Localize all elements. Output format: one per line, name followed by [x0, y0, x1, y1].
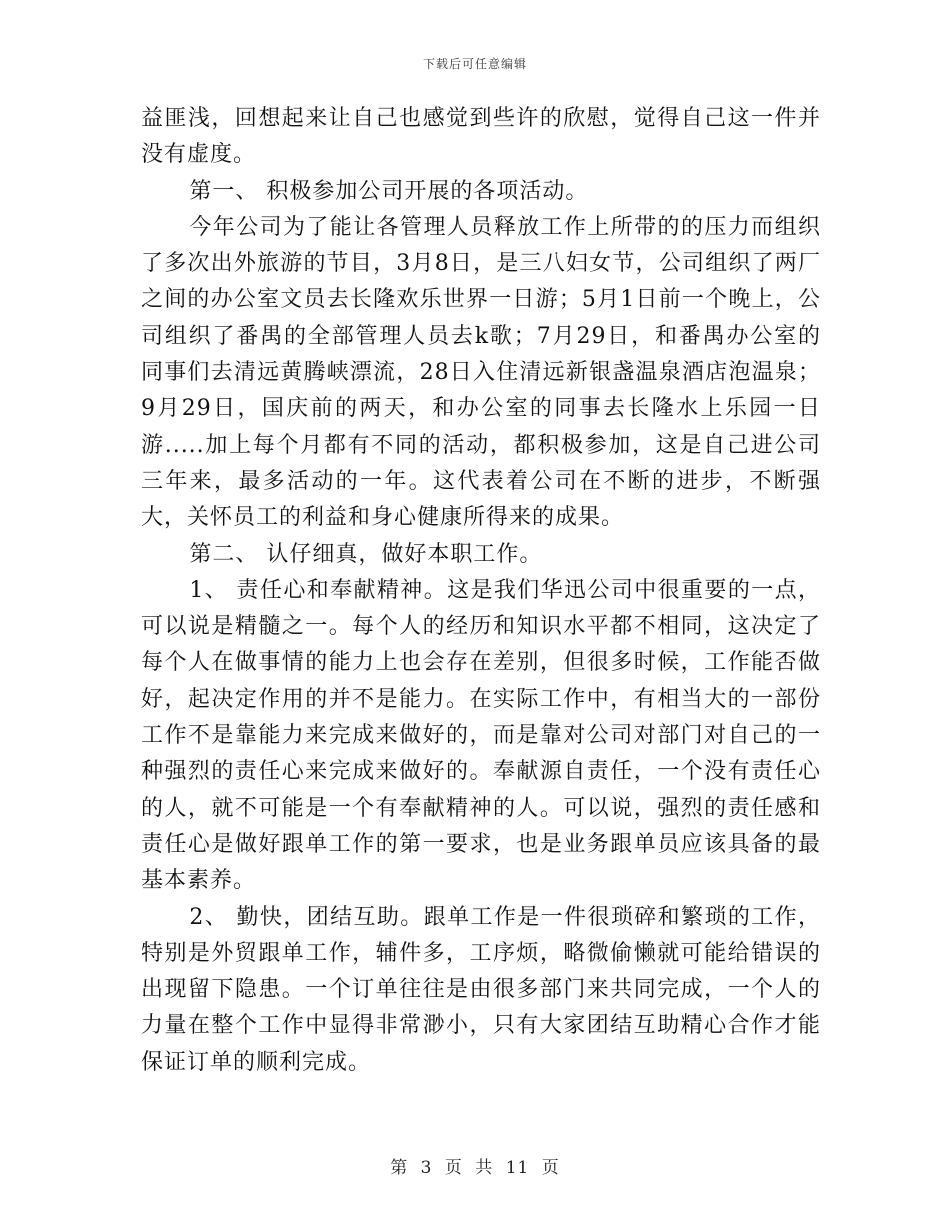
paragraph-activities: 今年公司为了能让各管理人员释放工作上所带的的压力而组织了多次出外旅游的节目，3月8日，是三八妇女节，公司组织了两厂之间的办公室文员去长隆欢乐世界一日游；5月1日前一个晚上，公司组织了番禺的全部管理人员去k歌；7月29日，和番禺办公室的同事们去清远黄腾峡漂流，28日入住清远新银盏温泉酒店泡温泉；9月29日，国庆前的两天，和办公室的同事去长隆水上乐园一日游.....加上每个月都有不同的活动，都积极参加，这是自己进公司三年来，最多活动的一年。这代表着公司在不断的进步，不断强大，关怀员工的利益和身心健康所得来的成果。: [141, 214, 821, 531]
section-heading-2: 第二、 认仔细真，做好本职工作。: [189, 541, 543, 567]
paragraph-responsibility: 1、 责任心和奉献精神。这是我们华迅公司中很重要的一点，可以说是精髓之一。每个人的经历和知识水平都不相同，这决定了每个人在做事情的能力上也会存在差别，但很多时候，工作能否做好，起决定作用的并不是能力。在实际工作中，有相当大的一部份工作不是靠能力来完成来做好的，而是靠对公司对部门对自己的一种强烈的责任心来完成来做好的。奉献源自责任，一个没有责任心的人，就不可能是一个有奉献精神的人。可以说，强烈的责任感和责任心是做好跟单工作的第一要求，也是业务跟单员应该具备的最基本素养。: [141, 577, 821, 894]
section-heading-1: 第一、 积极参加公司开展的各项活动。: [189, 178, 589, 204]
page-header: 下载后可任意编辑: [422, 57, 527, 71]
page-footer: 第 3 页 共 11 页: [390, 1158, 560, 1178]
paragraph-teamwork: 2、 勤快，团结互助。跟单工作是一件很琐碎和繁琐的工作，特别是外贸跟单工作，辅件多，工序烦，略微偷懒就可能给错误的出现留下隐患。一个订单往往是由很多部门来共同完成，一个人的力量在整个工作中显得非常渺小，只有大家团结互助精心合作才能保证订单的顺利完成。: [141, 904, 821, 1075]
document-body: [141, 101, 821, 1081]
paragraph-continuation: 益匪浅，回想起来让自己也感觉到些许的欣慰，觉得自己这一件并没有虚度。: [141, 106, 821, 168]
